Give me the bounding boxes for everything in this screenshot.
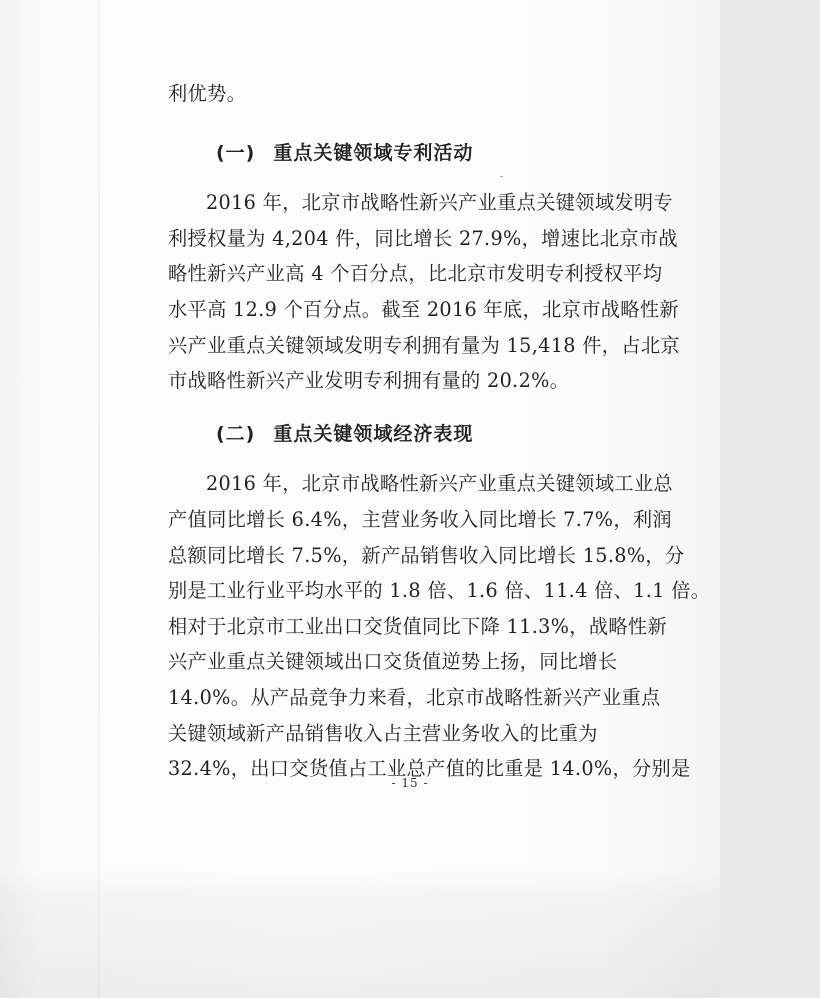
- paragraph-line: 2016 年，北京市战略性新兴产业重点关键领域工业总: [206, 472, 673, 496]
- paragraph-line: 别是工业行业平均水平的 1.8 倍、1.6 倍、11.4 倍、1.1 倍。: [168, 579, 711, 603]
- paragraph-line: 14.0%。从产品竞争力来看，北京市战略性新兴产业重点: [168, 685, 661, 709]
- paragraph-line: 利授权量为 4,204 件，同比增长 27.9%，增速比北京市战: [168, 226, 678, 250]
- section-heading-number: (二): [216, 422, 256, 445]
- document-body: [168, 76, 711, 787]
- section-2-paragraph: [168, 466, 711, 786]
- paragraph-line: 相对于北京市工业出口交货值同比下降 11.3%，战略性新: [168, 614, 667, 638]
- paragraph-line: 市战略性新兴产业发明专利拥有量的 20.2%。: [168, 369, 570, 393]
- paragraph-line: 水平高 12.9 个百分点。截至 2016 年底，北京市战略性新: [168, 297, 679, 321]
- page-number: - 15 -: [391, 776, 429, 790]
- section-heading-2: [168, 417, 653, 453]
- section-heading-title: 重点关键领域专利活动: [273, 141, 474, 164]
- paragraph-line: 关键领域新产品销售收入占主营业务收入的比重为: [168, 721, 598, 745]
- paragraph-line: 兴产业重点关键领域发明专利拥有量为 15,418 件，占北京: [168, 333, 680, 357]
- opening-line: 利优势。: [168, 82, 247, 105]
- paragraph-line: 略性新兴产业高 4 个百分点，比北京市发明专利授权平均: [168, 262, 663, 286]
- paragraph-line: 总额同比增长 7.5%，新产品销售收入同比增长 15.8%，分: [168, 543, 685, 567]
- paragraph-line: 32.4%，出口交货值占工业总产值的比重是 14.0%，分别是: [168, 757, 691, 781]
- paragraph-line: 产值同比增长 6.4%，主营业务收入同比增长 7.7%，利润: [168, 507, 672, 531]
- section-heading-title: 重点关键领域经济表现: [273, 422, 474, 445]
- section-heading-number: (一): [216, 141, 256, 164]
- paragraph-line: 2016 年，北京市战略性新兴产业重点关键领域发明专: [206, 191, 673, 215]
- section-1-paragraph: [168, 185, 680, 399]
- page-fold-shadow: [0, 868, 720, 998]
- page-edge-shadow: [98, 0, 100, 998]
- section-heading-1: [168, 136, 653, 172]
- paragraph-line: 兴产业重点关键领域出口交货值逆势上扬，同比增长: [168, 650, 618, 674]
